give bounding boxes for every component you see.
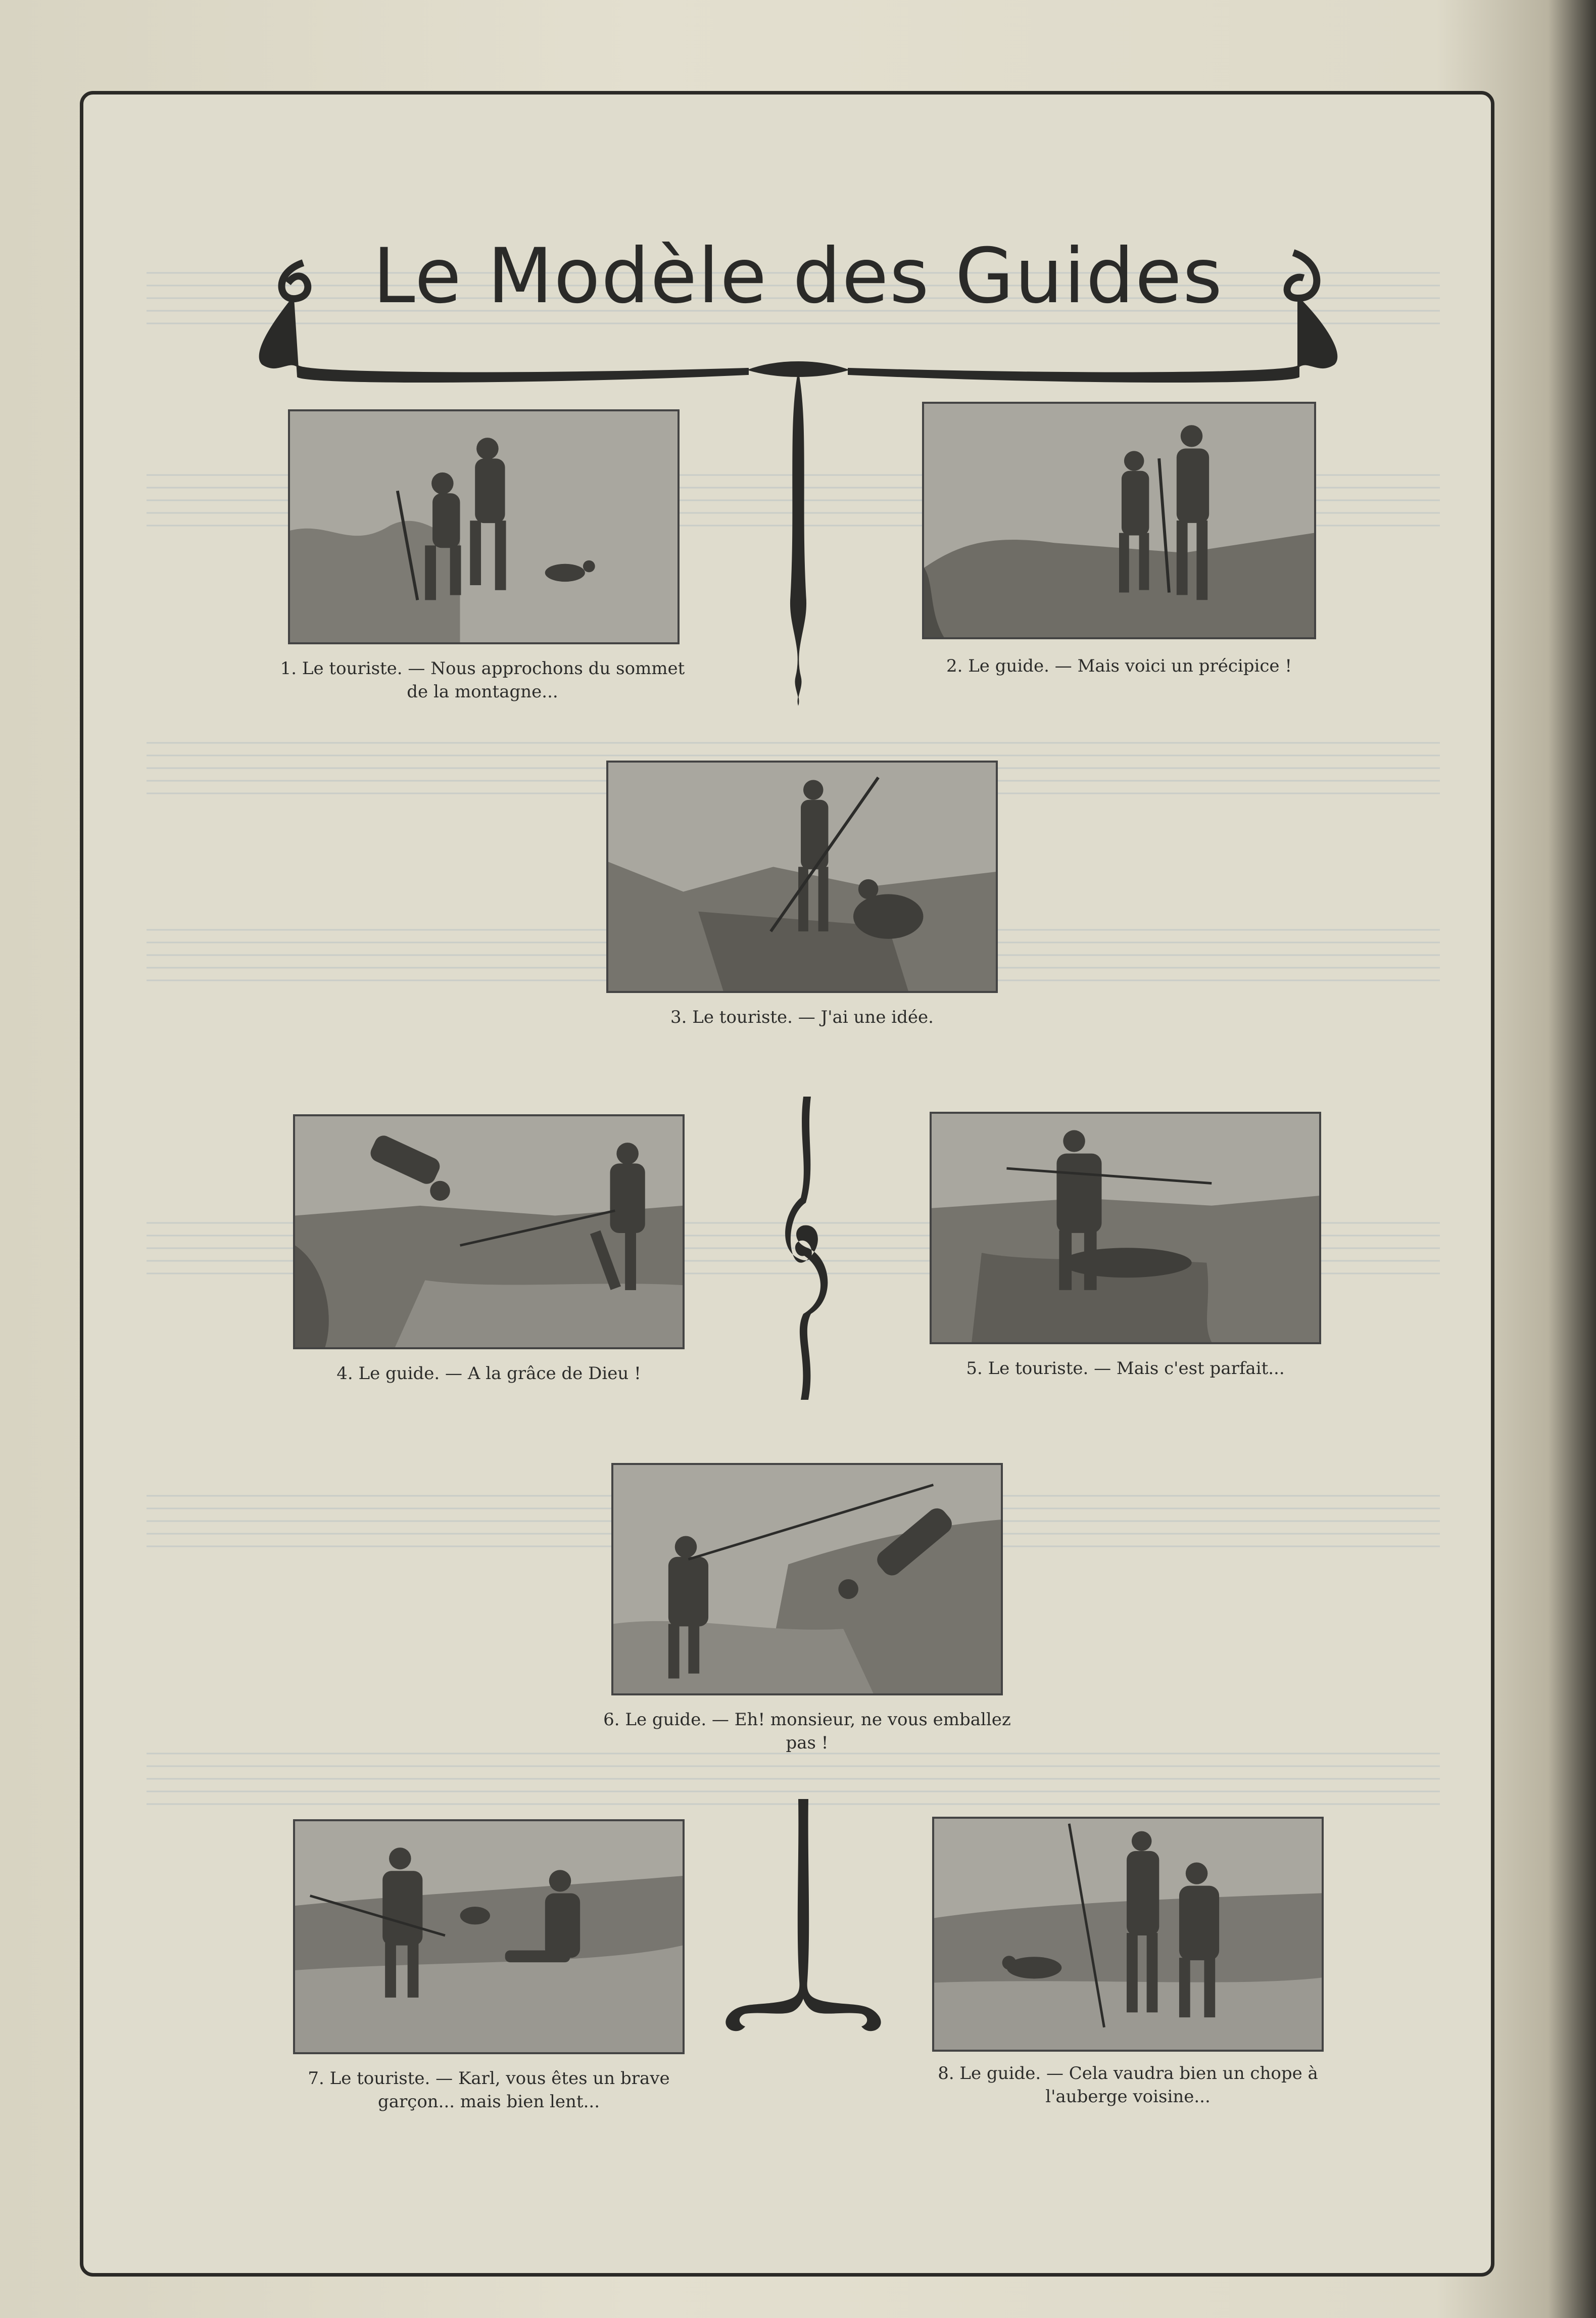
caption-panel-7: 7. Le touriste. — Karl, vous êtes un brave garçon... mais bien lent... (308, 2068, 670, 2112)
caption-panel-8: 8. Le guide. — Cela vaudra bien un chope à l'auberge voisine... (938, 2063, 1318, 2107)
caption-panel-4: 4. Le guide. — A la grâce de Dieu ! (336, 1363, 641, 1384)
page-title: Le Modèle des Guides (372, 232, 1224, 320)
caption-panel-1: 1. Le touriste. — Nous approchons du sommet de la montagne... (280, 658, 685, 702)
caption-panel-5: 5. Le touriste. — Mais c'est parfait... (966, 1358, 1285, 1379)
illustration-panel-8 (932, 1817, 1324, 2052)
caption-panel-3: 3. Le touriste. — J'ai une idée. (670, 1007, 934, 1027)
middle-ornament (773, 1097, 834, 1400)
illustration-panel-6 (611, 1463, 1003, 1695)
illustration-panel-5 (930, 1112, 1321, 1344)
illustration-panel-3 (606, 761, 998, 993)
illustration-panel-1 (288, 409, 680, 644)
caption-panel-2: 2. Le guide. — Mais voici un précipice ! (946, 656, 1292, 676)
caption-panel-6: 6. Le guide. — Eh! monsieur, ne vous emballez pas ! (603, 1710, 1011, 1753)
illustration-panel-7 (293, 1819, 685, 2054)
bottom-ornament (717, 1799, 889, 2042)
illustration-panel-2 (922, 402, 1316, 639)
illustration-panel-4 (293, 1114, 685, 1349)
